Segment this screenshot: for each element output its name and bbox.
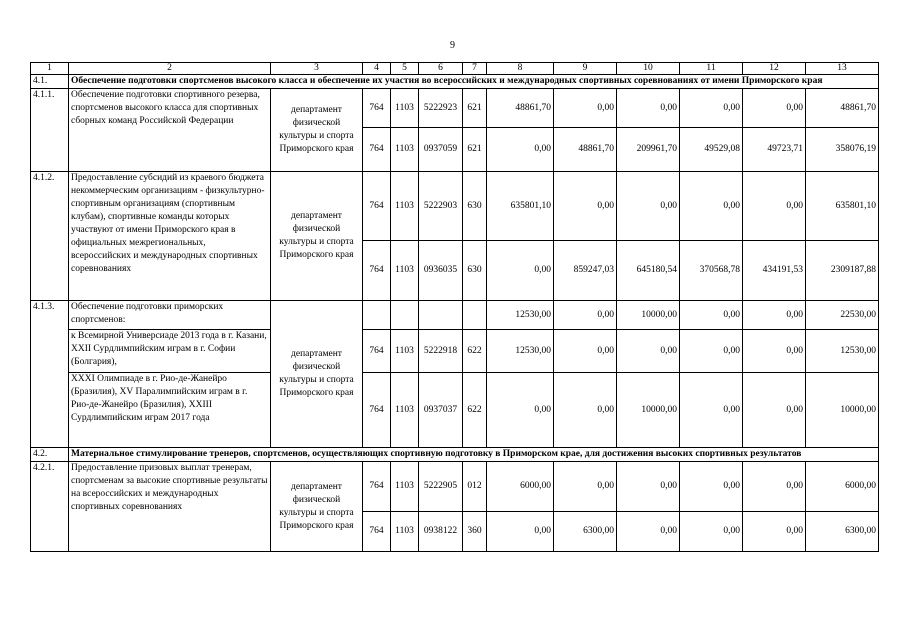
- cell-section-code: 1103: [391, 330, 419, 373]
- department-cell: департамент физической культуры и спорта Приморского края: [271, 89, 363, 172]
- cell-total: 12530,00: [806, 330, 879, 373]
- cell-section-code: 1103: [391, 512, 419, 552]
- cell-amount: 10000,00: [617, 301, 680, 330]
- cell-amount: 6300,00: [554, 512, 617, 552]
- table-row: [31, 172, 879, 241]
- item-code: 4.2.1.: [31, 462, 69, 552]
- cell-expense-code: 621: [463, 89, 487, 128]
- cell-amount: 370568,78: [680, 241, 743, 301]
- cell-amount: 48861,70: [554, 128, 617, 172]
- cell-ministry-code: 764: [363, 128, 391, 172]
- cell-ministry-code: 764: [363, 241, 391, 301]
- cell-section-code: 1103: [391, 128, 419, 172]
- cell-ministry-code: 764: [363, 373, 391, 448]
- cell-total: 48861,70: [806, 89, 879, 128]
- cell-amount: 0,00: [743, 172, 806, 241]
- cell-amount: 0,00: [617, 512, 680, 552]
- column-header: 7: [463, 63, 487, 75]
- cell-expense-code: 630: [463, 241, 487, 301]
- cell-total: 2309187,88: [806, 241, 879, 301]
- cell-amount: 0,00: [617, 172, 680, 241]
- cell-amount: 0,00: [554, 301, 617, 330]
- table-row: [31, 89, 879, 128]
- cell-section-code: 1103: [391, 373, 419, 448]
- cell-amount: 12530,00: [487, 301, 554, 330]
- column-header: 3: [271, 63, 363, 75]
- cell-ministry-code: 764: [363, 172, 391, 241]
- department-cell: департамент физической культуры и спорта Приморского края: [271, 301, 363, 448]
- column-header: 13: [806, 63, 879, 75]
- cell-amount: 0,00: [554, 330, 617, 373]
- column-header-row: [31, 63, 879, 75]
- cell-total: 6000,00: [806, 462, 879, 512]
- cell-amount: 12530,00: [487, 330, 554, 373]
- item-sub-name: к Всемирной Универсиаде 2013 года в г. Казани, XXII Сурдлимпийским играм в г. Софии (Болгария),: [69, 330, 271, 373]
- cell-total: 10000,00: [806, 373, 879, 448]
- cell-amount: 0,00: [617, 462, 680, 512]
- column-header: 6: [419, 63, 463, 75]
- cell-amount: 0,00: [680, 512, 743, 552]
- item-code: 4.1.1.: [31, 89, 69, 172]
- section-code: 4.2.: [31, 448, 69, 462]
- cell-amount: 635801,10: [487, 172, 554, 241]
- cell-ministry-code: 764: [363, 462, 391, 512]
- cell-empty: [391, 301, 419, 330]
- item-name: Предоставление призовых выплат тренерам, спортсменам за высокие спортивные результаты на всероссийских и международных спортивных соревнованиях: [69, 462, 271, 552]
- column-header: 12: [743, 63, 806, 75]
- department-cell: департамент физической культуры и спорта Приморского края: [271, 462, 363, 552]
- item-code: 4.1.3.: [31, 301, 69, 448]
- cell-amount: 0,00: [680, 373, 743, 448]
- table-row: [31, 330, 879, 373]
- cell-amount: 859247,03: [554, 241, 617, 301]
- table-row: [31, 462, 879, 512]
- cell-amount: 0,00: [554, 172, 617, 241]
- cell-amount: 48861,70: [487, 89, 554, 128]
- cell-target-code: 5222918: [419, 330, 463, 373]
- cell-amount: 6000,00: [487, 462, 554, 512]
- cell-expense-code: 622: [463, 330, 487, 373]
- cell-section-code: 1103: [391, 89, 419, 128]
- item-name: Предоставление субсидий из краевого бюджета некоммерческим организациям - физкультурно-спортивным организациям (спортивным клубам), спортивные команды которых участвуют от имени Приморского края в официальных межрегиональных, всероссийских и международных спортивных соревнованиях: [69, 172, 271, 301]
- cell-amount: 0,00: [554, 373, 617, 448]
- cell-ministry-code: 764: [363, 89, 391, 128]
- column-header: 8: [487, 63, 554, 75]
- item-code: 4.1.2.: [31, 172, 69, 301]
- table-row: [31, 373, 879, 448]
- cell-amount: 0,00: [680, 172, 743, 241]
- cell-ministry-code: 764: [363, 512, 391, 552]
- cell-amount: 0,00: [680, 301, 743, 330]
- column-header: 10: [617, 63, 680, 75]
- cell-amount: 0,00: [554, 462, 617, 512]
- cell-amount: 0,00: [554, 89, 617, 128]
- section-row: [31, 75, 879, 89]
- column-header: 11: [680, 63, 743, 75]
- cell-target-code: 0937037: [419, 373, 463, 448]
- cell-amount: 0,00: [680, 330, 743, 373]
- cell-amount: 0,00: [487, 241, 554, 301]
- department-cell: департамент физической культуры и спорта Приморского края: [271, 172, 363, 301]
- page-number: 9: [450, 40, 455, 51]
- column-header: 5: [391, 63, 419, 75]
- budget-table: [30, 62, 879, 552]
- section-title: Материальное стимулирование тренеров, спортсменов, осуществляющих спортивную подготовку в Приморском крае, для достижения высоких спортивных результатов: [69, 448, 879, 462]
- column-header: 1: [31, 63, 69, 75]
- cell-amount: 0,00: [680, 462, 743, 512]
- cell-amount: 645180,54: [617, 241, 680, 301]
- section-title: Обеспечение подготовки спортсменов высокого класса и обеспечение их участия во всероссийских и международных спортивных соревнованиях от имени Приморского края: [69, 75, 879, 89]
- cell-amount: 10000,00: [617, 373, 680, 448]
- cell-amount: 0,00: [743, 512, 806, 552]
- cell-section-code: 1103: [391, 241, 419, 301]
- cell-amount: 49723,71: [743, 128, 806, 172]
- cell-target-code: 0937059: [419, 128, 463, 172]
- cell-expense-code: 012: [463, 462, 487, 512]
- cell-amount: 0,00: [743, 330, 806, 373]
- cell-target-code: 5222923: [419, 89, 463, 128]
- cell-empty: [363, 301, 391, 330]
- cell-amount: 0,00: [743, 373, 806, 448]
- cell-amount: 434191,53: [743, 241, 806, 301]
- cell-total: 6300,00: [806, 512, 879, 552]
- cell-section-code: 1103: [391, 462, 419, 512]
- cell-amount: 0,00: [680, 89, 743, 128]
- cell-empty: [463, 301, 487, 330]
- cell-amount: 0,00: [487, 373, 554, 448]
- cell-total: 358076,19: [806, 128, 879, 172]
- cell-target-code: 0938122: [419, 512, 463, 552]
- item-sub-name: XXXI Олимпиаде в г. Рио-де-Жанейро (Бразилия), XV Паралимпийским играм в г. Рио-де-Жанейро (Бразилия), XXIII Сурдлимпийским играм 2017 года: [69, 373, 271, 448]
- cell-amount: 49529,08: [680, 128, 743, 172]
- cell-amount: 0,00: [617, 330, 680, 373]
- item-name: Обеспечение подготовки приморских спортсменов:: [69, 301, 271, 330]
- section-row: [31, 448, 879, 462]
- cell-target-code: 0936035: [419, 241, 463, 301]
- section-code: 4.1.: [31, 75, 69, 89]
- cell-empty: [419, 301, 463, 330]
- cell-amount: 209961,70: [617, 128, 680, 172]
- cell-section-code: 1103: [391, 172, 419, 241]
- cell-target-code: 5222905: [419, 462, 463, 512]
- cell-expense-code: 622: [463, 373, 487, 448]
- cell-ministry-code: 764: [363, 330, 391, 373]
- column-header: 9: [554, 63, 617, 75]
- item-name: Обеспечение подготовки спортивного резерва, спортсменов высокого класса для спортивных сборных команд Российской Федерации: [69, 89, 271, 172]
- cell-total: 635801,10: [806, 172, 879, 241]
- cell-amount: 0,00: [487, 128, 554, 172]
- cell-amount: 0,00: [487, 512, 554, 552]
- cell-total: 22530,00: [806, 301, 879, 330]
- column-header: 4: [363, 63, 391, 75]
- cell-expense-code: 621: [463, 128, 487, 172]
- cell-amount: 0,00: [743, 301, 806, 330]
- cell-expense-code: 360: [463, 512, 487, 552]
- cell-amount: 0,00: [743, 462, 806, 512]
- cell-target-code: 5222903: [419, 172, 463, 241]
- cell-amount: 0,00: [617, 89, 680, 128]
- table-row: [31, 301, 879, 330]
- cell-amount: 0,00: [743, 89, 806, 128]
- cell-expense-code: 630: [463, 172, 487, 241]
- column-header: 2: [69, 63, 271, 75]
